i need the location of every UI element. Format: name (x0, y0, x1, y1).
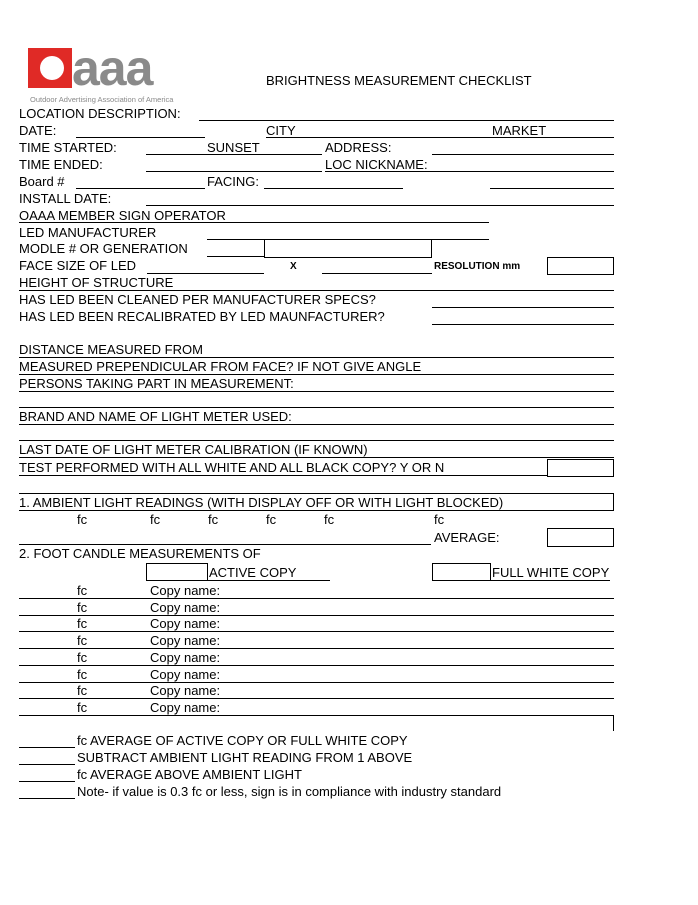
meter-label: BRAND AND NAME OF LIGHT METER USED: (19, 409, 292, 424)
address-label: ADDRESS: (325, 140, 392, 155)
copy-name-label: Copy name: (150, 583, 221, 598)
fc-unit-label: fc (77, 633, 88, 649)
fc-reading-line[interactable] (19, 615, 614, 616)
full-white-label: FULL WHITE COPY (492, 565, 610, 580)
fc-unit-label: fc (77, 649, 88, 665)
summary-3-line[interactable] (19, 781, 75, 782)
full-white-checkbox[interactable] (432, 563, 491, 581)
fc-unit-label: fc (77, 683, 88, 699)
fc-reading-line[interactable] (19, 631, 614, 632)
model-line[interactable] (207, 256, 264, 257)
meter-line[interactable] (19, 424, 614, 425)
copy-name-label: Copy name: (150, 649, 221, 665)
oaaa-logo-graphic (28, 44, 218, 92)
market-label: MARKET (492, 123, 547, 138)
install-date-line[interactable] (146, 205, 614, 206)
ambient-readings-line[interactable] (19, 544, 431, 545)
fc-unit-label: fc (77, 616, 88, 632)
face-size-x: X (290, 261, 297, 272)
city-line[interactable] (266, 137, 614, 138)
fc-reading-line[interactable] (19, 665, 614, 666)
fc-reading-line[interactable] (19, 648, 614, 649)
ambient-reading-2-unit: fc (150, 512, 161, 527)
summary-4-line[interactable] (19, 798, 75, 799)
copy-name-label: Copy name: (150, 666, 221, 682)
board-line[interactable] (76, 188, 205, 189)
cleaned-label: HAS LED BEEN CLEANED PER MANUFACTURER SPECS? (19, 292, 376, 307)
ambient-heading-line (19, 510, 614, 511)
full-white-line (491, 580, 610, 581)
distance-line[interactable] (19, 357, 614, 358)
loc-nickname-label: LOC NICKNAME: (325, 157, 428, 172)
perpendicular-line[interactable] (19, 374, 614, 375)
model-label: MODLE # OR GENERATION (19, 241, 188, 256)
recalibrated-label: HAS LED BEEN RECALIBRATED BY LED MAUNFACTURER? (19, 309, 385, 324)
summary-2-text: SUBTRACT AMBIENT LIGHT READING FROM 1 ABOVE (77, 750, 413, 765)
address-line[interactable] (432, 154, 614, 155)
member-operator-line[interactable] (19, 222, 489, 223)
summary-2-line[interactable] (19, 764, 75, 765)
ambient-average-label: AVERAGE: (434, 530, 500, 545)
face-size-height-line[interactable] (322, 273, 432, 274)
copy-name-label: Copy name: (150, 633, 221, 649)
distance-label: DISTANCE MEASURED FROM (19, 342, 203, 357)
fc-unit-label: fc (77, 666, 88, 682)
recalibrated-answer-line[interactable] (432, 324, 614, 325)
resolution-input-box[interactable] (547, 257, 614, 275)
active-copy-checkbox[interactable] (146, 563, 208, 581)
cleaned-answer-line[interactable] (432, 307, 614, 308)
foot-candle-heading: 2. FOOT CANDLE MEASUREMENTS OF (19, 546, 261, 561)
fc-reading-line[interactable] (19, 715, 614, 716)
summary-1-line[interactable] (19, 747, 75, 748)
height-line[interactable] (19, 290, 614, 291)
fc-reading-line[interactable] (19, 598, 614, 599)
ambient-reading-4-unit: fc (266, 512, 277, 527)
ambient-reading-6-unit: fc (434, 512, 445, 527)
city-label: CITY (266, 123, 296, 138)
location-description-label: LOCATION DESCRIPTION: (19, 106, 181, 121)
test-copy-line[interactable] (19, 475, 547, 476)
copy-name-label: Copy name: (150, 599, 221, 615)
ambient-right-edge (613, 493, 614, 510)
summary-4-text: Note- if value is 0.3 fc or less, sign is in compliance with industry standard (77, 784, 502, 799)
active-copy-label: ACTIVE COPY (209, 565, 297, 580)
svg-text:aaa: aaa (72, 44, 153, 92)
copy-name-label: Copy name: (150, 616, 221, 632)
time-ended-line[interactable] (146, 171, 322, 172)
facing-line[interactable] (264, 188, 403, 189)
model-input-box[interactable] (264, 239, 432, 258)
copy-name-label: Copy name: (150, 699, 221, 715)
ambient-average-box[interactable] (547, 528, 614, 547)
board-label: Board # (19, 174, 65, 189)
summary-1-text: fc AVERAGE OF ACTIVE COPY OR FULL WHITE COPY (77, 733, 408, 748)
time-started-label: TIME STARTED: (19, 140, 117, 155)
location-description-line[interactable] (199, 120, 614, 121)
persons-label: PERSONS TAKING PART IN MEASUREMENT: (19, 376, 294, 391)
logo-subtitle: Outdoor Advertising Association of America (30, 95, 174, 104)
persons-line[interactable] (19, 391, 614, 392)
copy-name-label: Copy name: (150, 683, 221, 699)
member-operator-label: OAAA MEMBER SIGN OPERATOR (19, 208, 226, 223)
ambient-reading-5-unit: fc (324, 512, 335, 527)
date-label: DATE: (19, 123, 57, 138)
test-copy-label: TEST PERFORMED WITH ALL WHITE AND ALL BLACK COPY? Y OR N (19, 460, 445, 475)
facing-label: FACING: (207, 174, 260, 189)
form-title: BRIGHTNESS MEASUREMENT CHECKLIST (266, 73, 532, 88)
resolution-label: RESOLUTION mm (434, 261, 521, 272)
perpendicular-label: MEASURED PREPENDICULAR FROM FACE? IF NOT GIVE ANGLE (19, 359, 422, 374)
fc-unit-label: fc (77, 699, 88, 715)
summary-3-text: fc AVERAGE ABOVE AMBIENT LIGHT (77, 767, 302, 782)
calibration-label: LAST DATE OF LIGHT METER CALIBRATION (IF KNOWN) (19, 442, 368, 457)
ambient-top-line (19, 493, 614, 494)
time-ended-label: TIME ENDED: (19, 157, 103, 172)
fc-unit-label: fc (77, 599, 88, 615)
fc-reading-line[interactable] (19, 698, 614, 699)
face-size-width-line[interactable] (147, 273, 264, 274)
ambient-heading: 1. AMBIENT LIGHT READINGS (WITH DISPLAY OFF OR WITH LIGHT BLOCKED) (19, 495, 504, 510)
ambient-reading-1-unit: fc (77, 512, 88, 527)
fc-reading-line[interactable] (19, 682, 614, 683)
ambient-reading-3-unit: fc (208, 512, 219, 527)
date-line[interactable] (76, 137, 205, 138)
fc-list-right-edge (613, 715, 614, 731)
install-date-label: INSTALL DATE: (19, 191, 112, 206)
facing-extra-line[interactable] (490, 188, 614, 189)
active-copy-line (208, 580, 330, 581)
led-manufacturer-label: LED MANUFACTURER (19, 225, 157, 240)
height-label: HEIGHT OF STRUCTURE (19, 275, 174, 290)
oaaa-logo (28, 44, 218, 97)
fc-unit-label: fc (77, 583, 88, 598)
meter-line-2[interactable] (19, 440, 614, 441)
test-copy-answer-box[interactable] (547, 459, 614, 477)
face-size-label: FACE SIZE OF LED (19, 258, 137, 273)
persons-line-2[interactable] (19, 407, 614, 408)
sunset-label: SUNSET (207, 140, 260, 155)
calibration-line[interactable] (19, 457, 614, 458)
loc-nickname-line[interactable] (325, 171, 614, 172)
